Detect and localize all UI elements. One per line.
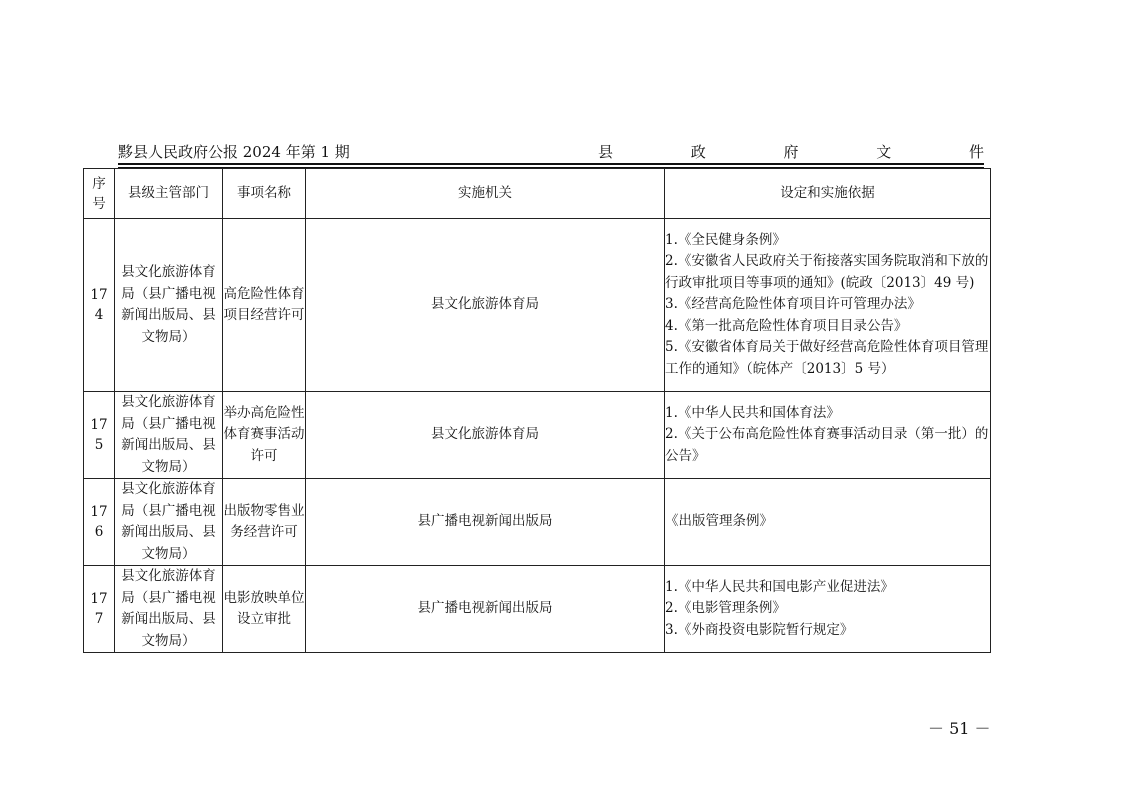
header-char: 件 <box>968 143 984 161</box>
row-item: 出版物零售业务经营许可 <box>223 479 306 566</box>
table-row <box>84 566 991 653</box>
header-no: 序号 <box>84 169 115 219</box>
basis-line: 5.《安徽省体育局关于做好经营高危险性体育项目管理工作的通知》（皖体产〔2013〕5 号） <box>665 339 989 377</box>
row-number: 17 7 <box>84 566 115 653</box>
basis-line: 1.《全民健身条例》 <box>665 231 786 248</box>
basis-line: 2.《关于公布高危险性体育赛事活动目录（第一批）的公告》 <box>665 426 989 464</box>
header-item: 事项名称 <box>223 169 306 219</box>
header-dept: 县级主管部门 <box>115 169 223 219</box>
row-basis <box>665 566 991 653</box>
header-char: 县 <box>598 143 614 161</box>
row-dept: 县文化旅游体育局（县广播电视新闻出版局、县文物局） <box>115 219 223 392</box>
row-item: 电影放映单位设立审批 <box>223 566 306 653</box>
row-dept: 县文化旅游体育局（县广播电视新闻出版局、县文物局） <box>115 479 223 566</box>
table-row <box>84 219 991 392</box>
basis-line: 4.《第一批高危险性体育项目目录公告》 <box>665 317 908 334</box>
row-agency: 县广播电视新闻出版局 <box>306 566 665 653</box>
basis-line: 2.《安徽省人民政府关于衔接落实国务院取消和下放的行政审批项目等事项的通知》(皖政〔2013〕49 号) <box>665 253 989 291</box>
table-header-row <box>84 169 991 219</box>
row-basis <box>665 219 991 392</box>
row-agency: 县文化旅游体育局 <box>306 219 665 392</box>
header-char: 文 <box>876 143 892 161</box>
table-row <box>84 479 991 566</box>
row-agency: 县广播电视新闻出版局 <box>306 479 665 566</box>
row-number: 17 5 <box>84 392 115 479</box>
header-char: 政 <box>690 143 706 161</box>
row-number: 17 4 <box>84 219 115 392</box>
row-basis <box>665 392 991 479</box>
row-agency: 县文化旅游体育局 <box>306 392 665 479</box>
basis-line: 1.《中华人民共和国电影产业促进法》 <box>665 578 894 595</box>
basis-line: 2.《电影管理条例》 <box>665 600 786 617</box>
table-row <box>84 392 991 479</box>
row-item: 高危险性体育项目经营许可 <box>223 219 306 392</box>
row-item: 举办高危险性体育赛事活动许可 <box>223 392 306 479</box>
header-rule-thick <box>118 163 984 165</box>
header-char: 府 <box>783 143 799 161</box>
header-publication: 黟县人民政府公报 2024 年第 1 期 <box>118 143 350 161</box>
basis-line: 1.《中华人民共和国体育法》 <box>665 404 840 421</box>
basis-line: 3.《经营高危险性体育项目许可管理办法》 <box>665 296 921 313</box>
row-dept: 县文化旅游体育局（县广播电视新闻出版局、县文物局） <box>115 392 223 479</box>
basis-line: 《出版管理条例》 <box>665 513 773 530</box>
header-agency: 实施机关 <box>306 169 665 219</box>
row-dept: 县文化旅游体育局（县广播电视新闻出版局、县文物局） <box>115 566 223 653</box>
header-basis: 设定和实施依据 <box>665 169 991 219</box>
license-items-table <box>83 168 991 653</box>
row-basis <box>665 479 991 566</box>
page-number: － 51 － <box>928 719 991 738</box>
basis-line: 3.《外商投资电影院暂行规定》 <box>665 621 854 638</box>
row-number: 17 6 <box>84 479 115 566</box>
page-header <box>118 141 984 163</box>
header-doc-type <box>598 141 984 162</box>
